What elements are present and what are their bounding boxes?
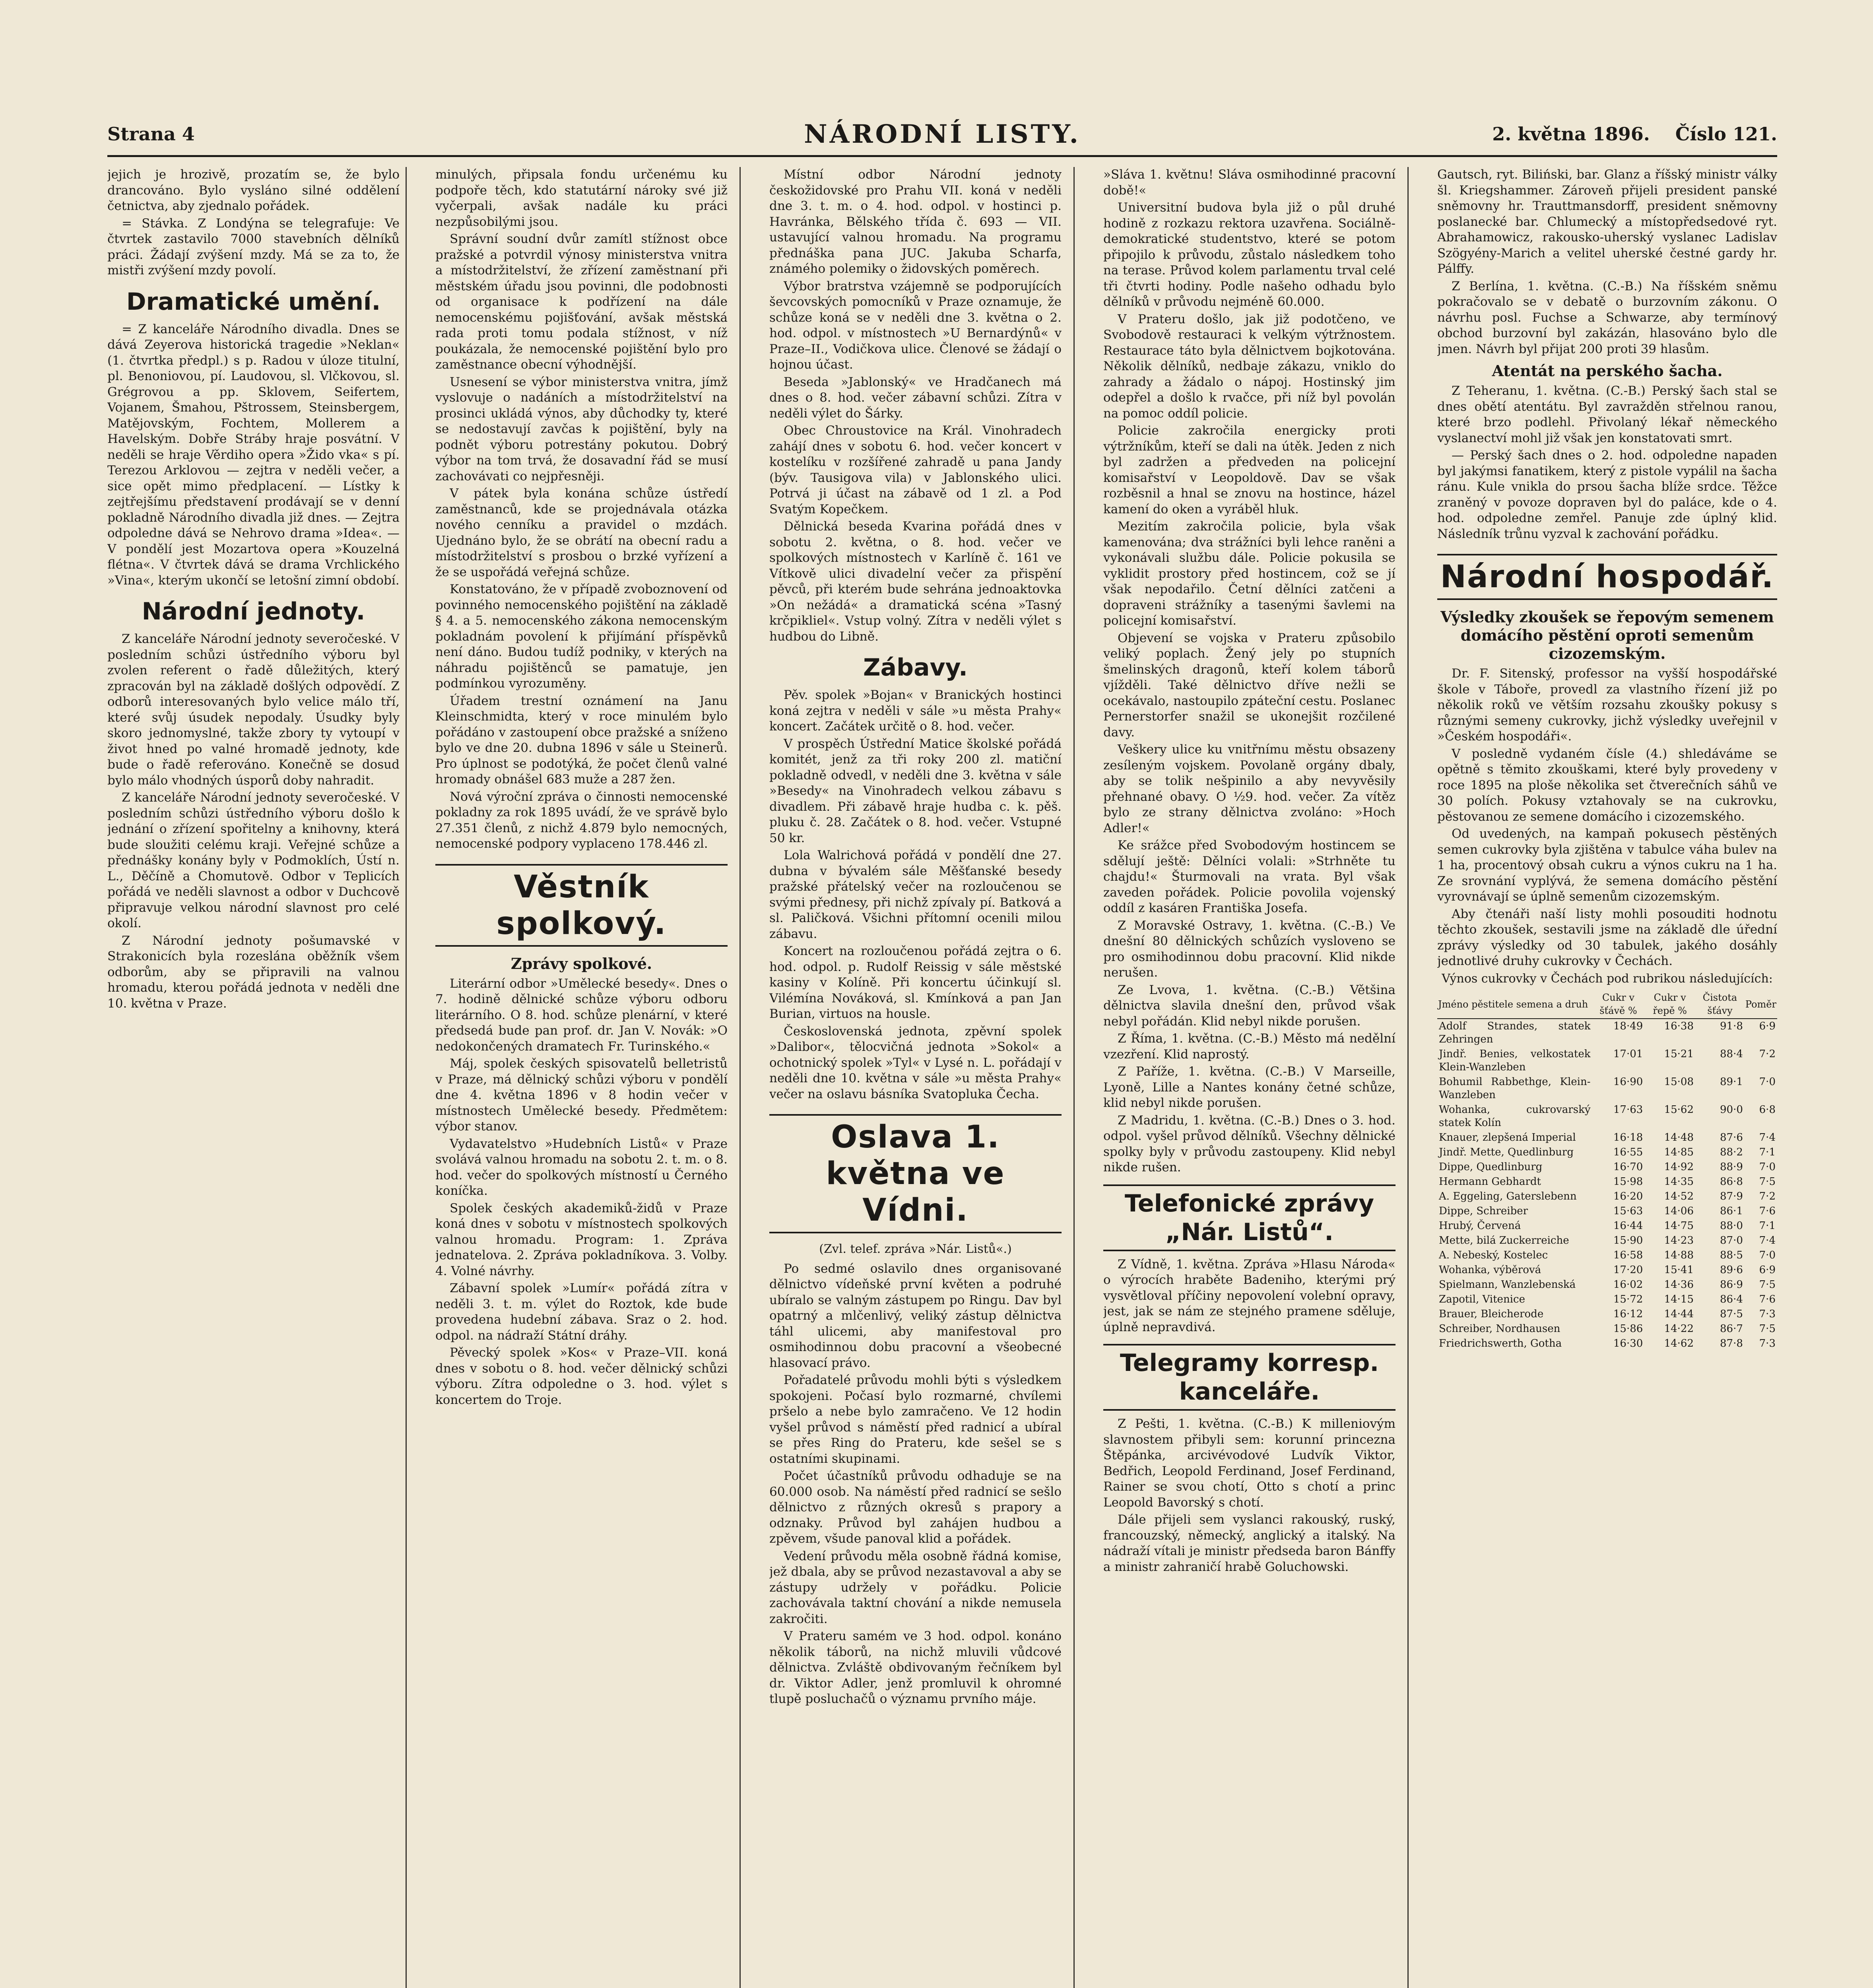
- article-text: Ze Lvova, 1. května. (C.-B.) Většina dělnictva slavila dnešní den, průvod však nebyl pořádán. Klid nebyl nikde porušen.: [1103, 982, 1396, 1029]
- section-heading: Atentát na perského šacha.: [1492, 362, 1723, 380]
- table-cell-grower: Wohanka, výběrová: [1439, 1264, 1541, 1276]
- table-cell-value: 7·0: [1759, 1249, 1776, 1261]
- article-text: = Stávka. Z Londýna se telegrafuje: Ve čtvrtek zastavilo 7000 stavebních dělníků práci. Žádají zvýšení mzdy. Má se za to, že mistři zvýšení mzdy povolí.: [107, 216, 400, 278]
- table-cell-value: 16·12: [1613, 1308, 1643, 1320]
- article-text: Aby čtenáři naší listy mohli posouditi hodnotu těchto zkoušek, sestavili jsme na základě dle úřední zprávy výsledky od 30 tabulek, jakého dosáhly jednotlivé druhy cukrovky v Čechách.: [1437, 907, 1777, 968]
- table-cell-value: 90·0: [1720, 1104, 1743, 1116]
- table-cell-value: 87·0: [1720, 1235, 1743, 1246]
- table-cell-value: 86·1: [1720, 1205, 1743, 1217]
- table-cell-value: 16·30: [1613, 1338, 1643, 1349]
- table-cell-value: 16·44: [1613, 1220, 1643, 1232]
- table-cell-value: 16·58: [1613, 1249, 1643, 1261]
- table-row: [1437, 1145, 1777, 1160]
- article-text: V Prateru došlo, jak již podotčeno, ve Svobodově restauraci k velkým výtržnostem. Restaurace táto byla dělnictvem bojkotována. Několik dělníků, nedbaje zákazu, vniklo do zahrady a žádalo o nápoj. Hostinský jim odepřel a došlo k rvačce, při níž byl povolán na pomoc oddíl policie.: [1103, 312, 1396, 421]
- table-cell-grower: Hrubý, Červená: [1439, 1220, 1521, 1232]
- table-cell-grower: Bohumil Rabbethge, Klein-Wanzleben: [1439, 1076, 1591, 1101]
- column-separator: [739, 167, 741, 1988]
- table-header: Poměr: [1745, 990, 1777, 1019]
- table-cell-value: 16·38: [1664, 1020, 1694, 1032]
- table-cell-value: 88·2: [1720, 1146, 1743, 1158]
- table-cell-grower: Friedrichswerth, Gotha: [1439, 1338, 1562, 1349]
- section-subtitle: (Zvl. telef. zpráva »Nár. Listů«.): [819, 1242, 1012, 1256]
- table-cell-grower: Spielmann, Wanzlebenská: [1439, 1279, 1576, 1291]
- article-text: Úřadem trestní oznámení na Janu Kleinschmidta, který v roce minulém bylo pořádáno v zastoupení obce pražské a sníženo bylo ve dne 20. dubna 1896 v sále u Steinerů. Pro úplnost se podotýká, že počet členů valné hromady obnášel 683 muže a 287 žen.: [435, 693, 728, 786]
- article-text: Universitní budova byla již o půl druhé hodině z rozkazu rektora uzavřena. Sociálně-demokratické studentstvo, které se potom připojilo k průvodu, zůstalo následkem toho na terase. Průvod kolem parlamentu trval celé tři čtvrti hodiny. Podle našeho odhadu bylo dělníků v průvodu nejméně 60.000.: [1103, 200, 1396, 309]
- table-caption: Výnos cukrovky v Čechách pod rubrikou následujících:: [1442, 971, 1773, 986]
- column-1: [107, 167, 400, 1988]
- article-text: Vedení průvodu měla osobně řádná komise, jež dbala, aby se průvod nezastavoval a aby se zástupy udržely v pořádku. Policie zachovávala taktní chování a nikde nemusela zakročiti.: [769, 1549, 1062, 1626]
- article-text: Konstatováno, že v případě zvoboznovení od povinného nemocenského pojištění na základě § 4. a 5. nemocenského zákona nemocenským pokladnám povolení k přijímání příspěvků není dáno. Budou tudíž podniky, v kterých na náhradu pojištěnců se pamatuje, jen podmínkou vyrozuměny.: [435, 582, 728, 691]
- table-cell-value: 7·3: [1759, 1338, 1776, 1349]
- table-cell-value: 88·4: [1720, 1048, 1743, 1060]
- table-cell-value: 14·22: [1664, 1323, 1694, 1335]
- table-cell-grower: Schreiber, Nordhausen: [1439, 1323, 1561, 1335]
- article-text: Pořadatelé průvodu mohli býti s výsledkem spokojeni. Počasí bylo rozmarné, chvílemi pršelo a nebe bylo zamračeno. Ve 12 hodin vyšel průvod s náměstí před radnicí a ubíral se přes Ring do Prateru, kde sešel se s ostatními skupinami.: [769, 1373, 1062, 1466]
- table-cell-grower: Jindř. Mette, Quedlinburg: [1439, 1146, 1574, 1158]
- table-row: [1437, 1103, 1777, 1130]
- article-text: Dále přijeli sem vyslanci rakouský, ruský, francouzský, německý, anglický a italský. Na nádraží vítali je ministr předseda baron Bánffy a ministr zahraničí hrabě Goluchowski.: [1103, 1512, 1396, 1574]
- table-cell-value: 7·5: [1759, 1279, 1776, 1291]
- table-cell-value: 14·35: [1664, 1176, 1694, 1188]
- article-text: Z Madridu, 1. května. (C.-B.) Dnes o 3. hod. odpol. vyšel průvod dělníků. Všechny dělnické spolky byly v průvodu zastoupeny. Klid nebyl nikde rušen.: [1103, 1113, 1396, 1175]
- table-cell-value: 16·55: [1613, 1146, 1643, 1158]
- article-text: Z Teheranu, 1. května. (C.-B.) Perský šach stal se dnes obětí atentátu. Byl zavražděn střelnou ranou, které brzo podlehl. Přivolaný lékař německého vyslanectví mohl již však jen konstatovati smrt.: [1437, 384, 1777, 445]
- table-row: [1437, 1263, 1777, 1277]
- table-cell-value: 14·36: [1664, 1279, 1694, 1291]
- table-header: Cukr v šťávě %: [1592, 990, 1645, 1019]
- table-cell-value: 87·5: [1720, 1308, 1743, 1320]
- article-text: jejich je hrozivě, prozatím se, že bylo drancováno. Bylo vysláno silné oddělení četnictva, aby zjednalo pořádek.: [107, 167, 400, 213]
- table-cell-value: 89·1: [1720, 1076, 1743, 1088]
- table-row: [1437, 1047, 1777, 1075]
- table-cell-grower: Brauer, Bleicherode: [1439, 1308, 1544, 1320]
- table-row: [1437, 1189, 1777, 1204]
- table-cell-grower: Knauer, zlepšená Imperial: [1439, 1132, 1576, 1143]
- table-cell-grower: Zapotil, Vitenice: [1439, 1293, 1525, 1305]
- article-text: Z Národní jednoty pošumavské v Strakonicích byla rozeslána oběžník všem odborům, aby se připravili na valnou hromadu, kterou pořádá jednota v neděli dne 10. května v Praze.: [107, 933, 400, 1011]
- table-cell-value: 14·52: [1664, 1190, 1694, 1202]
- table-cell-value: 88·5: [1720, 1249, 1743, 1261]
- table-cell-value: 16·70: [1613, 1161, 1643, 1173]
- table-row: [1437, 1160, 1777, 1175]
- table-row: [1437, 1204, 1777, 1219]
- article-text: Vydavatelstvo »Hudebních Listů« v Praze svolává valnou hromadu na sobotu 2. t. m. o 8. hod. večer do spolkových místností u Černého koníčka.: [435, 1136, 728, 1198]
- table-cell-grower: Wohanka, cukrovarský statek Kolín: [1439, 1104, 1591, 1129]
- section-heading: Telefonické zprávy „Nár. Listů“.: [1103, 1184, 1396, 1251]
- table-cell-value: 6·9: [1759, 1020, 1776, 1032]
- article-text: Z kanceláře Národní jednoty severočeské. V posledním schůzi ústředního výboru došlo k jednání o zřízení spořitelny a knihovny, která bude sloužiti celému kraji. Veřejné schůze a přednášky konány byly v Podmoklích, Ústí n. L., Děčíně a Chomutově. Odbor v Teplicích pořádá ve neděli slavnost a odbor v Duchcově připravuje velkou národní slavnost pro celé okolí.: [107, 790, 400, 930]
- table-cell-value: 87·6: [1720, 1132, 1743, 1143]
- table-cell-value: 15·72: [1613, 1293, 1643, 1305]
- table-row: [1437, 1336, 1777, 1351]
- table-cell-value: 86·9: [1720, 1279, 1743, 1291]
- table-cell-value: 15·98: [1613, 1176, 1643, 1188]
- table-header-row: [1437, 990, 1777, 1019]
- table-cell-value: 6·8: [1759, 1104, 1776, 1116]
- table-cell-value: 14·85: [1664, 1146, 1694, 1158]
- article-text: Objevení se vojska v Prateru způsobilo veliký poplach. Žený jely po stupních šmelinských dragonů, kteří kolem táborů vjížděli. Také dělnictvo dříve nežli se ocekávalo, nastoupilo zpáteční cestu. Poslanec Pernerstorfer snažil se ukonejšit rozčilené davy.: [1103, 631, 1396, 740]
- article-text: Z Paříže, 1. května. (C.-B.) V Marseille, Lyoně, Lille a Nantes konány četné schůze, klid nebyl nikde porušen.: [1103, 1064, 1396, 1110]
- article-text: = Z kanceláře Národního divadla. Dnes se dává Zeyerova historická tragedie »Neklan« (1. čtvrtka předpl.) s p. Radou v úloze titulní, pl. Benoniovou, pí. Laudovou, sl. Vlčkovou, sl. Grégrovou a pp. Sklovem, Seifertem, Vojanem, Šmahou, Pštrossem, Steinsbergem, Matějovským, Fochtem, Mollerem a Havelským. Dobře Stráby hraje posvátní. V neděli se hraje Věrdiho opera »Žido vka« s pí. Terezou Arklovou — zejtra v neděli večer, a sice opět mimo předplacení. — Lístky k zejtřejšímu představení prodávají se v denní pokladně Národního divadla již dnes. — Zejtra odpoledne dává se Nehrovo drama »Idea«. — V pondělí jest Mozartova opera »Kouzelná flétna«. V čtvrtek dává se drama Vrchlického »Vina«, kterým ukončí se letošní zimní období.: [107, 322, 400, 588]
- table-row: [1437, 1307, 1777, 1322]
- table-row: [1437, 1233, 1777, 1248]
- table-cell-value: 89·6: [1720, 1264, 1743, 1276]
- table-cell-grower: Dippe, Schreiber: [1439, 1205, 1528, 1217]
- article-text: Ke srážce před Svobodovým hostincem se sdělují ještě: Dělníci volali: »Strhněte tu chajdu!« Šturmovali na vrata. Byl však zaveden pořádek. Policie povolila vojenský oddíl z kasáren Františka Josefa.: [1103, 838, 1396, 915]
- table-cell-value: 15·41: [1664, 1264, 1694, 1276]
- article-text: Místní odbor Národní jednoty českožidovské pro Prahu VII. koná v neděli dne 3. t. m. o 4. hod. odpol. v hostinci p. Havránka, Bělského třída č. 693 — VII. ustavující valnou hromadu. Na programu přednáška pana JUC. Jakuba Scharfa, známého polemiky o židovských poměrech.: [769, 167, 1062, 276]
- masthead: NÁRODNÍ LISTY.: [804, 119, 1081, 149]
- article-text: Gautsch, ryt. Biliński, bar. Glanz a říšský ministr války šl. Kriegshammer. Zároveň přijeli president panské sněmovny hr. Trauttmansdorff, president sněmovny poslanecké bar. Chlumecký a místopředsedové ryt. Abrahamowicz, rakousko-uherský vyslanec Ladislav Szögyény-Marich a velitel uherské čestné gardy hr. Pálffy.: [1437, 167, 1777, 276]
- article-text: Usnesení se výbor ministerstva vnitra, jímž vyslovuje o nadáních a místodržitelství na prosinci ukládá výnos, aby důchodky ty, které se nedostavují zavčas k pojištění, byly na podnět výboru potrestány pokutou. Dobrý výbor na tom trvá, že dosavadní řád se musí zachovávati co nejpřesněji.: [435, 375, 728, 483]
- column-separator: [406, 167, 407, 1988]
- table-cell-value: 7·2: [1759, 1048, 1776, 1060]
- table-header: Jméno pěstitele semena a druh: [1437, 990, 1592, 1019]
- table-cell-grower: Adolf Strandes, statek Zehringen: [1439, 1020, 1591, 1045]
- article-text: Správní soudní dvůr zamítl stížnost obce pražské a potvrdil výnosy ministerstva vnitra a místodržitelství, že zřízení zaměstnaní při městském úřadu jsou povinni, dle podobnosti od organisace k podřízení na dále nemocenskému pojišťování, avšak městská rada proti tomu podala stížnost, v níž poukázala, že nemocenské pojištění bylo pro zaměstnance obecní výhodnější.: [435, 232, 728, 372]
- table-cell-value: 17·20: [1613, 1264, 1643, 1276]
- article-text: Lola Walrichová pořádá v pondělí dne 27. dubna v bývalém sále Měšťanské besedy pražské přátelský večer na rozloučenou se svými přednesy, při nichž zpívaly pí. Batková a sl. Paličková. Všichni přítomní ocenili milou zábavu.: [769, 848, 1062, 941]
- article-text: minulých, připsala fondu určenému ku podpoře těch, kdo statutární nároky své již vyčerpali, avšak nadále ku práci nezpůsobilými jsou.: [435, 167, 728, 229]
- table-row: [1437, 1219, 1777, 1233]
- section-heading: Dramatické umění.: [126, 287, 381, 316]
- table-cell-value: 14·88: [1664, 1249, 1694, 1261]
- table-row: [1437, 1277, 1777, 1292]
- table-cell-grower: A. Nebeský, Kostelec: [1439, 1249, 1548, 1261]
- table-row: [1437, 1292, 1777, 1307]
- table-cell-value: 7·3: [1759, 1308, 1776, 1320]
- page-header: [107, 119, 1777, 151]
- article-text: Koncert na rozloučenou pořádá zejtra o 6. hod. odpol. p. Rudolf Reissig v sále městské kasiny v Kolíně. Při koncertu účinkují sl. Vilémína Nováková, sl. Kmínková a pan Jan Burian, virtuos na housle.: [769, 944, 1062, 1021]
- article-text: Pěvecký spolek »Kos« v Praze–VII. koná dnes v sobotu o 8. hod. večer dělnický schůzi výboru. Zítra odpoledne o 3. hod. výlet s koncertem do Troje.: [435, 1345, 728, 1407]
- column-separator: [1407, 167, 1409, 1988]
- article-text: V pátek byla konána schůze ústředí zaměstnanců, kde se projednávala otázka nového cenníku a pravidel o mzdách. Ujednáno bylo, že se obrátí na obecní radu a místodržitelství s prosbou o brzké vyřízení a že se uspořádá veřejná schůze.: [435, 486, 728, 579]
- article-text: Z kanceláře Národní jednoty severočeské. V posledním schůzi ústředního výboru byl zvolen referent o řadě důležitých, který zpracován byl na základě došlých odpovědí. Z odborů interesovaných bylo velice málo tří, které svůj úsudek nepodaly. Úsudky byly skoro jednomyslné, takže zbory ty vytoupí v život hned po valné hromadě jednoty, kde bude o řadě referováno. Konečně se dosud bylo málo vhodných úsporů doby nahradit.: [107, 632, 400, 788]
- table-cell-value: 7·5: [1759, 1176, 1776, 1188]
- article-text: Policie zakročila energicky proti výtržníkům, kteří se dali na útěk. Jeden z nich byl zadržen a předveden na policejní komisařství v Leopoldově. Dav se však rozběsnil a hnal se znovu na hostince, házel kamení do oken a vyráběl hluk.: [1103, 423, 1396, 516]
- table-cell-grower: Hermann Gebhardt: [1439, 1176, 1541, 1188]
- table-cell-value: 15·21: [1664, 1048, 1694, 1060]
- page-number: Strana 4: [107, 123, 195, 145]
- table-header: Cukr v řepě %: [1644, 990, 1695, 1019]
- article-text: Z Římа, 1. května. (C.-B.) Město má nedělní vzezření. Klid naprostý.: [1103, 1031, 1396, 1062]
- table-cell-value: 7·1: [1759, 1220, 1776, 1232]
- issue-info: 2. května 1896. Číslo 121.: [1492, 123, 1777, 145]
- article-text: Z Pešti, 1. května. (C.-B.) K milleniovým slavnostem přibyli sem: korunní princezna Štěpánka, arcivévodové Ludvík Viktor, Bedřich, Leopold Ferdinand, Josef Ferdinand, Rainer se svou chotí, Otto s chotí a princ Leopold Bavorský s chotí.: [1103, 1417, 1396, 1510]
- table-cell-grower: Jindř. Benies, velkostatek Klein-Wanzleben: [1439, 1048, 1591, 1073]
- table-cell-value: 16·18: [1613, 1132, 1643, 1143]
- table-cell-value: 14·92: [1664, 1161, 1694, 1173]
- article-text: V Prateru samém ve 3 hod. odpol. konáno několik táborů, na nichž mluvili vůdcové dělnictva. Zvláště obdivovaným řečníkem byl dr. Viktor Adler, jenž promluvil k ohromné tlupě posluchačů o významu prvního máje.: [769, 1629, 1062, 1706]
- table-cell-value: 7·0: [1759, 1161, 1776, 1173]
- article-text: Veškery ulice ku vnitřnímu městu obsazeny zesíleným vojskem. Povolaně orgány dbaly, aby se tolik nešpinilo a aby nevyvěsily přehnané obavy. O ½9. hod. večer. Za vítěz bylo ze strany dělnictva zvoláno: »Hoch Adler!«: [1103, 742, 1396, 835]
- table-cell-value: 7·6: [1759, 1205, 1776, 1217]
- column-3: [769, 167, 1062, 1988]
- table-cell-value: 7·6: [1759, 1293, 1776, 1305]
- article-text: Mezitím zakročila policie, byla však kamenována; dva strážníci byli lehce raněni a vykonávali službu dále. Policie pokusila se vyklidit prostory před hostincem, což se jí však nepodařilo. Četní dělníci zatčeni a dopraveni strážníky a tasenými šavlemi na policejní komisařství.: [1103, 519, 1396, 628]
- table-cell-value: 18·49: [1613, 1020, 1643, 1032]
- article-text: Nová výroční zpráva o činnosti nemocenské pokladny za rok 1895 uvádí, že ve správě bylo 27.351 členů, z nichž 4.879 bylo nemocných, nemocenské podpory vyplaceno 178.446 zl.: [435, 789, 728, 851]
- table-row: [1437, 1075, 1777, 1103]
- table-cell-value: 7·4: [1759, 1132, 1776, 1143]
- article-text: Počet účastníků průvodu odhaduje se na 60.000 osob. Na náměstí před radnicí se sešlo dělnictvo z různých okresů s prapory a odznaky. Průvod byl zahájen hudbou a zpěvem, všude panoval klid a pořádek.: [769, 1469, 1062, 1546]
- table-cell-value: 7·5: [1759, 1323, 1776, 1335]
- table-header: Čistota šťávy: [1695, 990, 1745, 1019]
- table-cell-value: 86·7: [1720, 1323, 1743, 1335]
- table-cell-value: 14·75: [1664, 1220, 1694, 1232]
- table-cell-value: 17·01: [1613, 1048, 1643, 1060]
- article-text: Dr. F. Sitenský, professor na vyšší hospodářské škole v Táboře, provedl za vlastního řízení již po několik roků ve větším rozsahu zkoušky pokusy s různými semeny cukrovky, jichž výsledky uveřejnil v »Českém hospodáři«.: [1437, 666, 1777, 744]
- table-cell-grower: A. Eggeling, Gaterslebenn: [1439, 1190, 1577, 1202]
- table-cell-value: 15·63: [1613, 1205, 1643, 1217]
- table-cell-value: 6·9: [1759, 1264, 1776, 1276]
- column-5: [1437, 167, 1777, 1988]
- column-4: [1103, 167, 1396, 1988]
- article-text: — Perský šach dnes o 2. hod. odpoledne napaden byl jakýmsi fanatikem, který z pistole vypálil na šacha ránu. Kule vnikla do prsou šacha blíže srdce. Těžce zraněný v povoze dopraven byl do paláce, kde o 4. hod. odpoledne zemřel. Panuje zde úplný klid. Následník trůnu vyzval k zachování pořádku.: [1437, 448, 1777, 541]
- section-heading: Oslava 1. května ve Vídni.: [769, 1114, 1062, 1233]
- article-text: Máj, spolek českých spisovatelů belletristů v Praze, má dělnický schůzi výboru v pondělí dne 4. května 1896 v 8 hodin večer v místnostech Umělecké besedy. Předmětem: výbor stanov.: [435, 1056, 728, 1134]
- table-cell-value: 15·86: [1613, 1323, 1643, 1335]
- article-text: Československá jednota, zpěvní spolek »Dalibor«, tělocvičná jednota »Sokol« a ochotnický spolek »Tyl« v Lysé n. L. pořádají v neděli dne 10. května v sále »u města Prahy« večer na oslavu básníka Svatopluka Čecha.: [769, 1024, 1062, 1101]
- article-text: Po sedmé oslavilo dnes organisované dělnictvo vídeňské první květen a podruhé ubíralo se valným zástupem po Ringu. Dav byl opatrný a mlčenlivý, veliký zástup dělnictva táhl ulicemi, aby manifestoval pro osmihodinnou dobu pracovní a všeobecné hlasovací právo.: [769, 1261, 1062, 1370]
- table-cell-value: 17·63: [1613, 1104, 1643, 1116]
- table-row: [1437, 1019, 1777, 1047]
- article-text: Výbor bratrstva vzájemně se podporujících ševcovských pomocníků v Praze oznamuje, že schůze koná se v neděli dne 3. května o 2. hod. odpol. v místnostech »U Bernardýnů« v Praze–II., Vodičkova ulice. Členové se žádají o hojnou účast.: [769, 279, 1062, 372]
- section-heading: Věstník spolkový.: [435, 864, 728, 947]
- article-text: Obec Chroustovice na Král. Vinohradech zahájí dnes v sobotu 6. hod. večer koncert v kostelíku v rozšířené zahradě u pana Jandy (býv. Tausigova vila) v Jablonského ulici. Potrvá ji účast na zábavě od 1 zl. a Pod Svatým Kopečkem.: [769, 423, 1062, 516]
- subsection-heading: Výsledky zkoušek se řepovým semenem domácího pěstění oproti semenům cizozemským.: [1440, 608, 1774, 662]
- section-heading: Národní jednoty.: [142, 598, 365, 625]
- table-cell-value: 7·1: [1759, 1146, 1776, 1158]
- table-cell-value: 15·62: [1664, 1104, 1694, 1116]
- column-separator: [1073, 167, 1075, 1988]
- table-cell-value: 16·02: [1613, 1279, 1643, 1291]
- column-2: [435, 167, 728, 1988]
- table-cell-value: 87·9: [1720, 1190, 1743, 1202]
- table-cell-value: 15·90: [1613, 1235, 1643, 1246]
- table-cell-value: 14·48: [1664, 1132, 1694, 1143]
- section-heading: Telegramy korresp. kanceláře.: [1103, 1344, 1396, 1411]
- table-row: [1437, 1175, 1777, 1189]
- table-cell-value: 87·8: [1720, 1338, 1743, 1349]
- table-cell-value: 7·2: [1759, 1190, 1776, 1202]
- table-cell-value: 14·44: [1664, 1308, 1694, 1320]
- article-text: »Sláva 1. květnu! Sláva osmihodinné pracovní době!«: [1103, 167, 1396, 198]
- table-cell-value: 15·08: [1664, 1076, 1694, 1088]
- sugar-beet-table: [1437, 990, 1777, 1351]
- table-cell-value: 88·0: [1720, 1220, 1743, 1232]
- table-cell-value: 86·8: [1720, 1176, 1743, 1188]
- article-text: Zábavní spolek »Lumír« pořádá zítra v neděli 3. t. m. výlet do Roztok, kde bude provedena hudební zábava. Sraz o 2. hod. odpol. na nádraží Státní dráhy.: [435, 1281, 728, 1343]
- article-text: Spolek českých akademiků-židů v Praze koná dnes v sobotu v místnostech spolkových valnou hromadu. Program: 1. Zpráva jednatelova. 2. Zpráva pokladníkova. 3. Volby. 4. Volné návrhy.: [435, 1201, 728, 1278]
- article-text: Od uvedených, na kampaň pokusech pěstěných semen cukrovky byla zjištěna v tabulce váha bulev na 1 ha, procentový obsah cukru a výnos cukru na 1 ha. Ze srovnání vyplývá, že semena domácího pěstění vyrovnávají se úplně semenům cizozemským.: [1437, 827, 1777, 904]
- article-text: Z Berlína, 1. května. (C.-B.) Na říšském sněmu pokračovalo se v debatě o burzovním zákonu. O návrhu posl. Fuchse a Schwarze, aby termínový obchod burzovní byl zakázán, hlasováno bylo dle jmen. Návrh byl přijat 200 proti 39 hlasům.: [1437, 279, 1777, 356]
- table-cell-grower: Mette, bilá Zuckerreiche: [1439, 1235, 1569, 1246]
- article-text: V posledně vydaném čísle (4.) shledáváme se opětně s těmito zkouškami, které byly provedeny v roce 1895 na ploše několika set čtverečních sáhů ve 30 polích. Pokusy vztahovaly se na cukrovku, pěstovanou ze semene domácího i cizozemského.: [1437, 746, 1777, 824]
- table-cell-value: 14·23: [1664, 1235, 1694, 1246]
- article-text: V prospěch Ústřední Matice školské pořádá komitét, jenž za tři roky 200 zl. matiční pokladně odvedl, v neděli dne 3. května v sále »Besedy« na Vinohradech velkou zábavu s divadlem. Při zábavě hraje hudba c. k. pěš. pluku č. 28. Začátek o 8. hod. večer. Vstupné 50 kr.: [769, 736, 1062, 845]
- section-heading: Národní hospodář.: [1437, 554, 1777, 600]
- article-text: Pěv. spolek »Bojan« v Branických hostinci koná zejtra v neděli v sále »u města Prahy« koncert. Začátek určitě o 8. hod. večer.: [769, 688, 1062, 734]
- table-cell-value: 16·90: [1613, 1076, 1643, 1088]
- article-text: Literární odbor »Umělecké besedy«. Dnes o 7. hodině dělnické schůze výboru odboru literárního. O 8. hod. schůze plenární, v které předsedá bude pan prof. dr. Jan V. Novák: »O nedokončených dramatech Fr. Turinského.«: [435, 976, 728, 1054]
- table-row: [1437, 1248, 1777, 1263]
- article-text: Beseda »Jablonský« ve Hradčanech má dnes o 8. hod. večer zábavní schůzi. Zítra v neděli výlet do Šárky.: [769, 375, 1062, 421]
- table-cell-value: 7·4: [1759, 1235, 1776, 1246]
- header-rule: [107, 155, 1777, 157]
- table-cell-value: 7·0: [1759, 1076, 1776, 1088]
- table-cell-value: 14·62: [1664, 1338, 1694, 1349]
- table-cell-value: 91·8: [1720, 1020, 1743, 1032]
- table-cell-value: 16·20: [1613, 1190, 1643, 1202]
- article-text: Z Moravské Ostravy, 1. května. (C.-B.) Ve dnešní 80 dělnických schůzích vysloveno se pro osmihodinnou dobu pracovní. Klid nikde nerušen.: [1103, 918, 1396, 980]
- table-cell-grower: Dippe, Quedlinburg: [1439, 1161, 1543, 1173]
- table-row: [1437, 1130, 1777, 1145]
- table-row: [1437, 1322, 1777, 1336]
- table-cell-value: 88·9: [1720, 1161, 1743, 1173]
- section-heading: Zábavy.: [863, 654, 968, 681]
- table-cell-value: 86·4: [1720, 1293, 1743, 1305]
- table-cell-value: 14·15: [1664, 1293, 1694, 1305]
- article-text: Dělnická beseda Kvarina pořádá dnes v sobotu 2. května, o 8. hod. večer ve spolkových místnostech v Karlíně č. 161 ve Vítkově ulici divadelní večer za přispění pěvců, při kterém bude sehrána jednoaktovka »On nežádá« a dramatická scéna »Tasný krčpikliel«. Vstup volný. Zítra v neděli výlet s hudbou do Libně.: [769, 519, 1062, 644]
- article-text: Z Vídně, 1. května. Zpráva »Hlasu Národa« o výrocích hraběte Badeniho, kterými prý vysvětloval příčiny nepovolení volební opravy, jest, jak se nám ze stejného pramene sděluje, úplně nepravdivá.: [1103, 1257, 1396, 1334]
- table-cell-value: 14·06: [1664, 1205, 1694, 1217]
- subsection-heading: Zprávy spolkové.: [510, 954, 652, 973]
